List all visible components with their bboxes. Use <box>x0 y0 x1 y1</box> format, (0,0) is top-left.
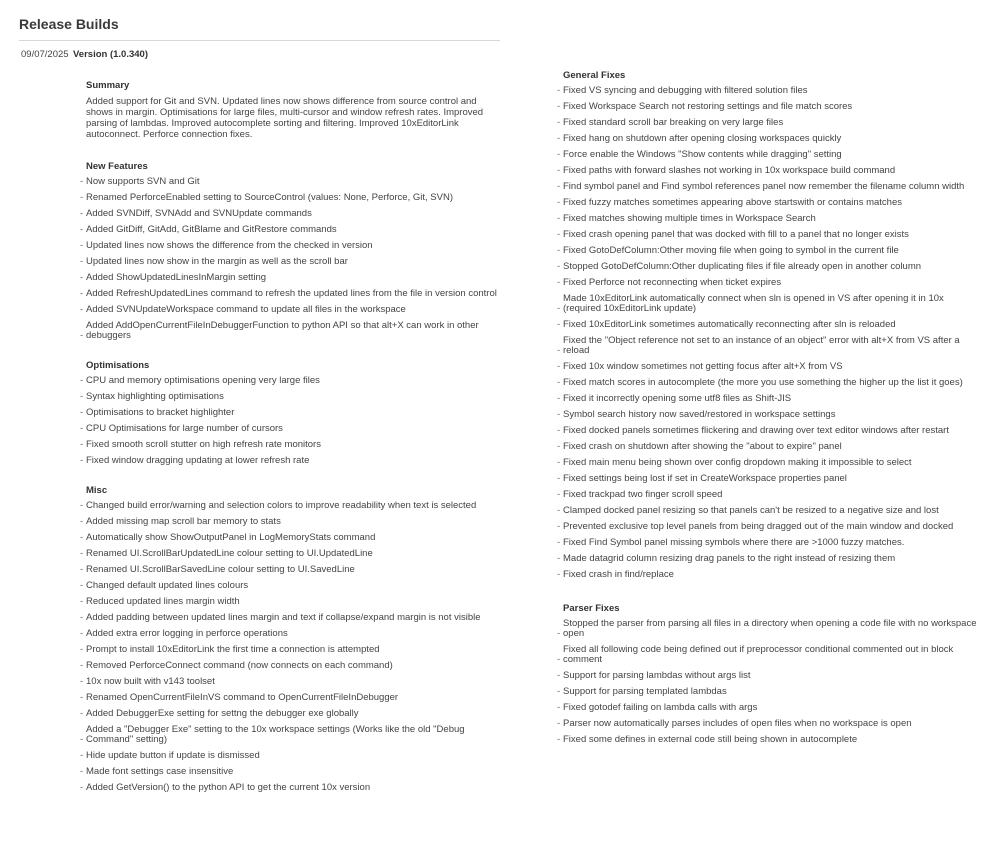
title-divider <box>19 40 500 41</box>
list-item: - Fixed crash on shutdown after showing the "about to expire" panel <box>557 442 982 452</box>
list-item: - Fixed standard scroll bar breaking on very large files <box>557 118 982 128</box>
list-item: - Fixed crash in find/replace <box>557 570 982 580</box>
list-item: - Symbol search history now saved/restored in workspace settings <box>557 410 982 420</box>
list-item: - Fixed Workspace Search not restoring settings and file match scores <box>557 102 982 112</box>
list-item: - Added RefreshUpdatedLines command to refresh the updated lines from the file in version control <box>80 289 500 299</box>
page-title: Release Builds <box>19 16 119 32</box>
list-item: - Hide update button if update is dismissed <box>80 751 500 761</box>
list-item: - Fixed GotoDefColumn:Other moving file when going to symbol in the current file <box>557 246 982 256</box>
list-item: - Prompt to install 10xEditorLink the first time a connection is attempted <box>80 645 500 655</box>
optimisations-list <box>80 376 500 466</box>
summary-section <box>80 80 500 140</box>
list-item: - Prevented exclusive top level panels from being dragged out of the main window and docked <box>557 522 982 532</box>
parser-fixes-list <box>557 619 982 745</box>
list-item: - Updated lines now shows the difference from the checked in version <box>80 241 500 251</box>
list-item: - 10x now built with v143 toolset <box>80 677 500 687</box>
list-item: - Made datagrid column resizing drag panels to the right instead of resizing them <box>557 554 982 564</box>
list-item: - Fixed Perforce not reconnecting when ticket expires <box>557 278 982 288</box>
new-features-list <box>80 177 500 341</box>
summary-heading: Summary <box>86 80 130 91</box>
list-item: - Automatically show ShowOutputPanel in LogMemoryStats command <box>80 533 500 543</box>
list-item: - Fixed the "Object reference not set to an instance of an object" error with alt+X from VS after a reload <box>557 336 982 356</box>
parser-fixes-section <box>557 603 982 745</box>
misc-section <box>80 485 500 793</box>
list-item: - Made 10xEditorLink automatically connect when sln is opened in VS after opening it in 10x (required 10xEditorLink update) <box>557 294 982 314</box>
list-item: - Now supports SVN and Git <box>80 177 500 187</box>
list-item: - Syntax highlighting optimisations <box>80 392 500 402</box>
list-item: - Added padding between updated lines margin and text if collapse/expand margin is not visible <box>80 613 500 623</box>
list-item: - Fixed some defines in external code still being shown in autocomplete <box>557 735 982 745</box>
general-fixes-section <box>557 70 982 580</box>
release-version: Version (1.0.340) <box>73 49 148 60</box>
list-item: - Fixed main menu being shown over config dropdown making it impossible to select <box>557 458 982 468</box>
optimisations-heading: Optimisations <box>86 360 150 371</box>
list-item: - Renamed OpenCurrentFileInVS command to OpenCurrentFileInDebugger <box>80 693 500 703</box>
list-item: - Fixed hang on shutdown after opening closing workspaces quickly <box>557 134 982 144</box>
new-features-section <box>80 161 500 341</box>
list-item: - Added a "Debugger Exe" setting to the 10x workspace settings (Works like the old "Debug Command" setting) <box>80 725 500 745</box>
list-item: - Added DebuggerExe setting for settng the debugger exe globally <box>80 709 500 719</box>
list-item: - Support for parsing templated lambdas <box>557 687 982 697</box>
list-item: - Added extra error logging in perforce operations <box>80 629 500 639</box>
list-item: - Fixed 10xEditorLink sometimes automatically reconnecting after sln is reloaded <box>557 320 982 330</box>
list-item: - Renamed UI.ScrollBarUpdatedLine colour setting to UI.UpdatedLine <box>80 549 500 559</box>
list-item: - Added GitDiff, GitAdd, GitBlame and GitRestore commands <box>80 225 500 235</box>
list-item: - Renamed PerforceEnabled setting to SourceControl (values: None, Perforce, Git, SVN) <box>80 193 500 203</box>
list-item: - Fixed all following code being defined out if preprocessor conditional commented out in block comment <box>557 645 982 665</box>
list-item: - Parser now automatically parses includes of open files when no workspace is open <box>557 719 982 729</box>
general-fixes-heading: General Fixes <box>563 70 626 81</box>
list-item: - Fixed matches showing multiple times in Workspace Search <box>557 214 982 224</box>
release-date: 09/07/2025 <box>21 49 69 60</box>
list-item: - Clamped docked panel resizing so that panels can't be resized to a negative size and lost <box>557 506 982 516</box>
misc-list <box>80 501 500 793</box>
optimisations-section <box>80 360 500 466</box>
list-item: - Fixed smooth scroll stutter on high refresh rate monitors <box>80 440 500 450</box>
list-item: - Added SVNDiff, SVNAdd and SVNUpdate commands <box>80 209 500 219</box>
right-column <box>557 70 982 751</box>
list-item: - Added AddOpenCurrentFileInDebuggerFunction to python API so that alt+X can work in other debuggers <box>80 321 500 341</box>
list-item: - Fixed settings being lost if set in CreateWorkspace properties panel <box>557 474 982 484</box>
list-item: - Fixed it incorrectly opening some utf8 files as Shift-JIS <box>557 394 982 404</box>
list-item: - Optimisations to bracket highlighter <box>80 408 500 418</box>
list-item: - Stopped GotoDefColumn:Other duplicating files if file already open in another column <box>557 262 982 272</box>
list-item: - Added ShowUpdatedLinesInMargin setting <box>80 273 500 283</box>
list-item: - Fixed paths with forward slashes not working in 10x workspace build command <box>557 166 982 176</box>
list-item: - Fixed 10x window sometimes not getting focus after alt+X from VS <box>557 362 982 372</box>
list-item: - Added SVNUpdateWorkspace command to update all files in the workspace <box>80 305 500 315</box>
list-item: - Fixed fuzzy matches sometimes appearing above startswith or contains matches <box>557 198 982 208</box>
list-item: - Updated lines now show in the margin as well as the scroll bar <box>80 257 500 267</box>
list-item: - Fixed crash opening panel that was docked with fill to a panel that no longer exists <box>557 230 982 240</box>
list-item: - Fixed VS syncing and debugging with filtered solution files <box>557 86 982 96</box>
list-item: - Added missing map scroll bar memory to stats <box>80 517 500 527</box>
list-item: - Fixed Find Symbol panel missing symbols where there are >1000 fuzzy matches. <box>557 538 982 548</box>
list-item: - Made font settings case insensitive <box>80 767 500 777</box>
list-item: - Added GetVersion() to the python API to get the current 10x version <box>80 783 500 793</box>
left-column <box>80 80 500 799</box>
list-item: - Removed PerforceConnect command (now connects on each command) <box>80 661 500 671</box>
list-item: - CPU Optimisations for large number of cursors <box>80 424 500 434</box>
list-item: - Fixed window dragging updating at lower refresh rate <box>80 456 500 466</box>
summary-text: Added support for Git and SVN. Updated lines now shows difference from source control and shows in margin. Optimisations for large files, multi-cursor and window refresh rates. Improved parsing of lambdas. Improved autocomplete sorting and filtering. Improved 10xEditorLink autoconnect. Perforce connection fixes. <box>86 96 484 140</box>
list-item: - Stopped the parser from parsing all files in a directory when opening a code file with no workspace open <box>557 619 982 639</box>
parser-fixes-heading: Parser Fixes <box>563 603 620 614</box>
list-item: - CPU and memory optimisations opening very large files <box>80 376 500 386</box>
list-item: - Fixed gotodef failing on lambda calls with args <box>557 703 982 713</box>
general-fixes-list <box>557 86 982 580</box>
list-item: - Fixed docked panels sometimes flickering and drawing over text editor windows after restart <box>557 426 982 436</box>
misc-heading: Misc <box>86 485 108 496</box>
list-item: - Changed default updated lines colours <box>80 581 500 591</box>
list-item: - Renamed UI.ScrollBarSavedLine colour setting to UI.SavedLine <box>80 565 500 575</box>
list-item: - Changed build error/warning and selection colors to improve readability when text is selected <box>80 501 500 511</box>
list-item: - Support for parsing lambdas without args list <box>557 671 982 681</box>
list-item: - Fixed trackpad two finger scroll speed <box>557 490 982 500</box>
new-features-heading: New Features <box>86 161 148 172</box>
list-item: - Fixed match scores in autocomplete (the more you use something the higher up the list it goes) <box>557 378 982 388</box>
list-item: - Force enable the Windows "Show contents while dragging" setting <box>557 150 982 160</box>
list-item: - Find symbol panel and Find symbol references panel now remember the filename column width <box>557 182 982 192</box>
list-item: - Reduced updated lines margin width <box>80 597 500 607</box>
